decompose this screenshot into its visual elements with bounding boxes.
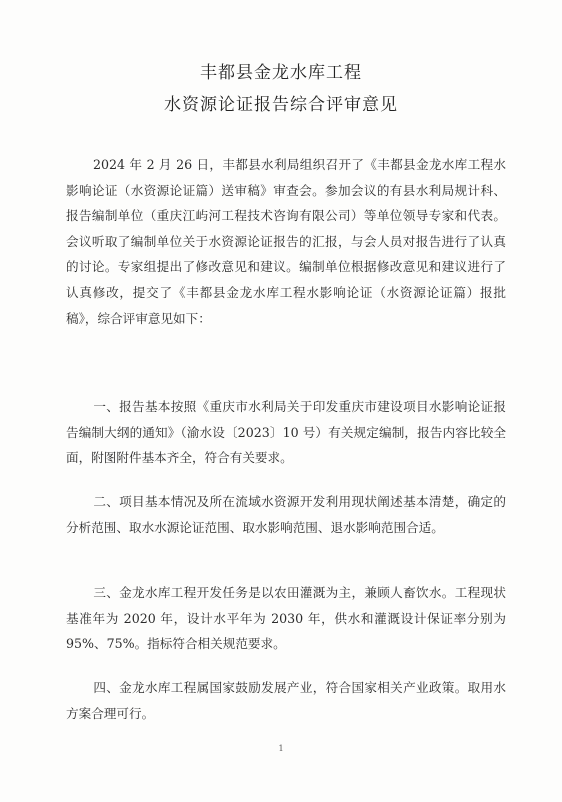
title-text-2: 水资源论证报告综合评审意见 (164, 95, 398, 115)
document-title-line-1 (0, 63, 562, 83)
paragraph-intro-text: 2024 年 2 月 26 日，丰都县水利局组织召开了《丰都县金龙水库工程水影响论证（水资源论证篇）送审稿》审查会。参加会议的有县水利局规计科、报告编制单位（重庆江屿河工程技术咨询有限公司）等单位领导专家和代表。会议听取了编制单位关于水资源论证报告的汇报，与会人员对报告进行了认真的讨论。专家组提出了修改意见和建议。编制单位根据修改意见和建议进行了认真修改，提交了《丰都县金龙水库工程水影响论证（水资源论证篇）报批稿》，综合评审意见如下： (66, 157, 506, 326)
document-title-line-2 (0, 95, 562, 115)
paragraph-intro (66, 152, 506, 331)
paragraph-opinion-2-text: 二、项目基本情况及所在流域水资源开发利用现状阐述基本清楚，确定的分析范围、取水水源论证范围、取水影响范围、退水影响范围合适。 (66, 494, 506, 535)
paragraph-opinion-1-text: 一、报告基本按照《重庆市水利局关于印发重庆市建设项目水影响论证报告编制大纲的通知》（渝水设〔2023〕10 号）有关规定编制，报告内容比较全面，附图附件基本齐全，符合有关要求。 (66, 399, 506, 466)
paragraph-opinion-1 (66, 394, 506, 471)
paragraph-opinion-3 (66, 580, 506, 657)
page-number: 1 (278, 744, 284, 753)
paragraph-opinion-4 (66, 675, 506, 726)
paragraph-opinion-2 (66, 489, 506, 540)
title-text-1: 丰都县金龙水库工程 (200, 63, 362, 83)
paragraph-opinion-3-text: 三、金龙水库工程开发任务是以农田灌溉为主，兼顾人畜饮水。工程现状基准年为 2020 年，设计水平年为 2030 年，供水和灌溉设计保证率分别为 95%、75%。指标符合相关规范要求。 (66, 585, 506, 652)
paragraph-opinion-4-text: 四、金龙水库工程属国家鼓励发展产业，符合国家相关产业政策。取用水方案合理可行。 (66, 680, 506, 721)
